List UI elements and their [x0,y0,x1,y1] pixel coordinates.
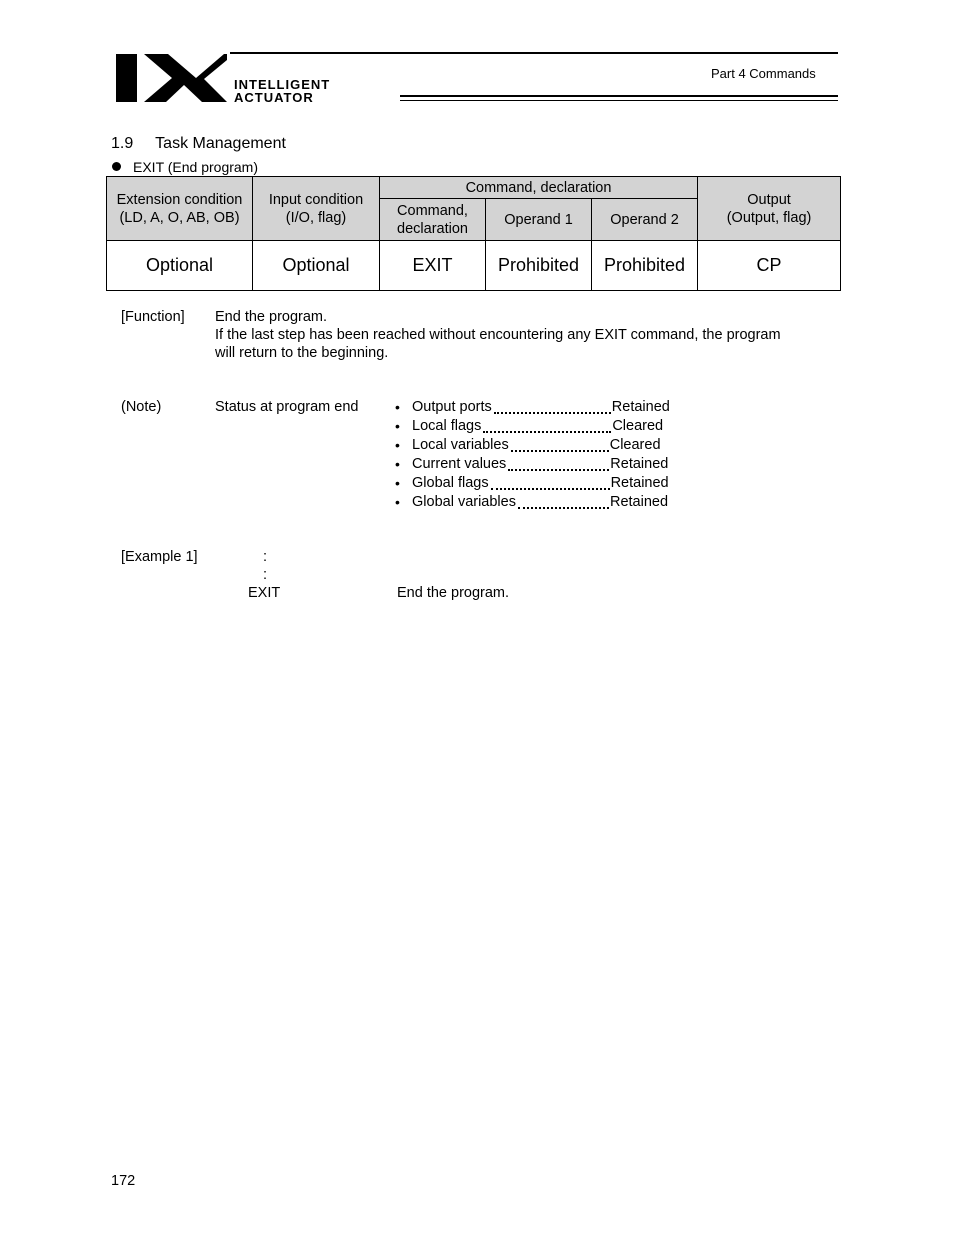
logo-text-line2: ACTUATOR [234,90,314,104]
header-command: Command, declaration [380,199,486,241]
function-line-2: If the last step has been reached without encountering any EXIT command, the program [215,327,781,343]
function-line-3: will return to the beginning. [215,345,389,361]
value-output: CP [698,241,841,291]
command-spec-table [106,176,841,291]
example-label: [Example 1] [121,549,198,565]
command-bullet [111,159,258,175]
logo-text-line1: INTELLIGENT [234,77,331,92]
bullet-icon [112,162,121,171]
section-title: 1.9 Task Management [111,135,286,152]
header-operand1: Operand 1 [486,199,592,241]
value-input-condition: Optional [253,241,380,291]
header-output: Output (Output, flag) [698,177,841,241]
command-bullet-text: EXIT (End program) [133,159,259,175]
list-item: • Current values Retained [395,456,669,472]
header-extension-condition: Extension condition (LD, A, O, AB, OB) [107,177,253,241]
header-input-condition: Input condition (I/O, flag) [253,177,380,241]
value-operand2: Prohibited [592,241,698,291]
page-number: 172 [111,1173,136,1189]
value-command: EXIT [380,241,486,291]
list-item: • Local flags Cleared [395,418,664,434]
function-line-1: End the program. [215,309,328,325]
function-label: [Function] [121,309,185,325]
example-comment: End the program. [397,585,510,601]
header-rule-bottom-thin [400,100,838,101]
part-label: Part 4 Commands [711,66,816,81]
value-operand1: Prohibited [486,241,592,291]
header-rule-bottom [400,95,838,97]
header-rule-top [230,52,838,54]
example-colon-1: : [263,549,268,565]
list-item: • Output ports Retained [395,399,670,415]
example-colon-2: : [263,567,268,583]
intelligent-actuator-logo [114,52,404,104]
list-item: • Global variables Retained [395,494,669,510]
note-heading: Status at program end [215,399,359,415]
note-label: (Note) [121,399,162,415]
header-operand2: Operand 2 [592,199,698,241]
list-item: • Global flags Retained [395,475,669,491]
list-item: • Local variables Cleared [395,437,661,453]
header-command-group: Command, declaration [380,177,698,199]
example-command: EXIT [248,585,281,601]
value-extension-condition: Optional [107,241,253,291]
note-status-list [395,398,670,512]
